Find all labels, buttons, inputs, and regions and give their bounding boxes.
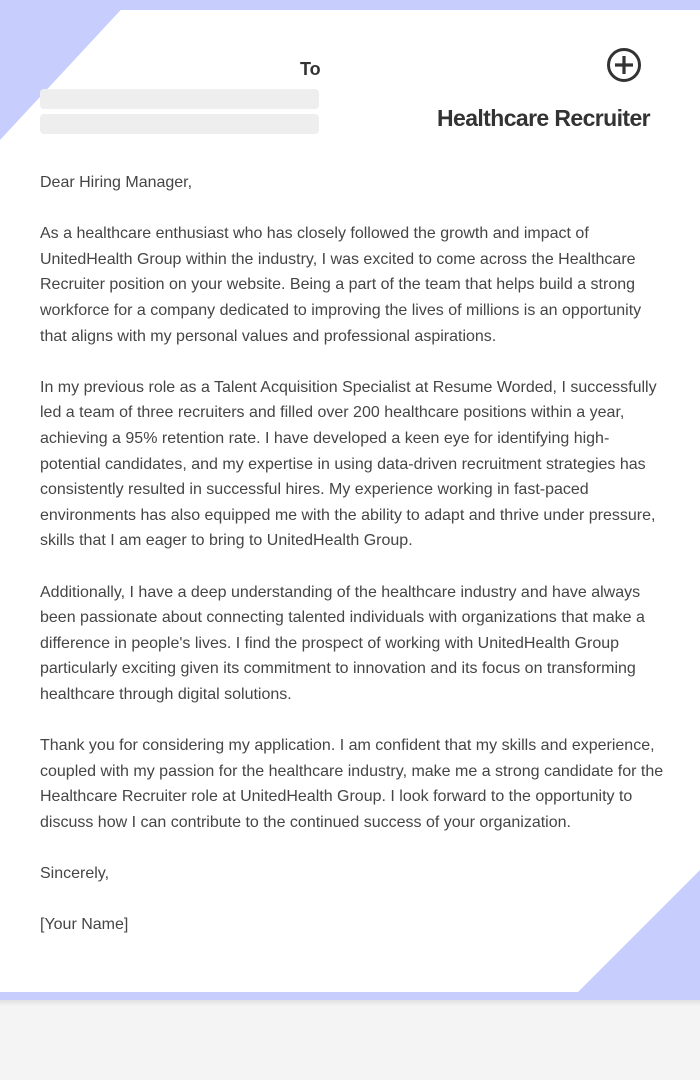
salutation: Dear Hiring Manager,	[40, 174, 193, 191]
recipient-line-2	[40, 114, 319, 134]
recipient-line-1	[40, 89, 319, 109]
paragraph-1: As a healthcare enthusiast who has closely followed the growth and impact of UnitedHealth Group within the industry, I was excited to come across the Healthcare Recruiter position on your website. Being a part of the team that helps build a strong workforce for a company dedicated to improving the lives of millions is an opportunity that aligns with my personal values and professional aspirations.	[40, 225, 642, 345]
job-title: Healthcare Recruiter	[437, 105, 650, 131]
paragraph-3: Additionally, I have a deep understanding of the healthcare industry and have always been passionate about connecting talented individuals with organizations that make a difference in people's lives. I find the prospect of working with UnitedHealth Group particularly exciting given its commitment to innovation and its focus on transforming healthcare through digital solutions.	[40, 583, 645, 703]
paragraph-2: In my previous role as a Talent Acquisition Specialist at Resume Worded, I successfully led a team of three recruiters and filled over 200 healthcare positions within a year, achieving a 95% retention rate. I have developed a keen eye for identifying high-potential candidates, and my expertise in using data-driven recruitment strategies has consistently resulted in successful hires. My experience working in fast-paced environments has also equipped me with the ability to adapt and thrive under pressure, skills that I am eager to bring to UnitedHealth Group.	[40, 378, 657, 550]
sheet-shadow	[0, 1000, 700, 1006]
closing: Sincerely,	[40, 865, 110, 883]
plus-circle-icon[interactable]	[606, 47, 642, 83]
signature: [Your Name]	[40, 916, 129, 934]
paragraph-4: Thank you for considering my application. I am confident that my skills and experience, coupled with my passion for the healthcare industry, make me a strong candidate for the Healthcare Recruiter role at UnitedHealth Group. I look forward to the opportunity to discuss how I can contribute to the continued success of your organization.	[40, 737, 664, 831]
letter-body	[40, 170, 665, 963]
to-label: To	[300, 59, 321, 79]
